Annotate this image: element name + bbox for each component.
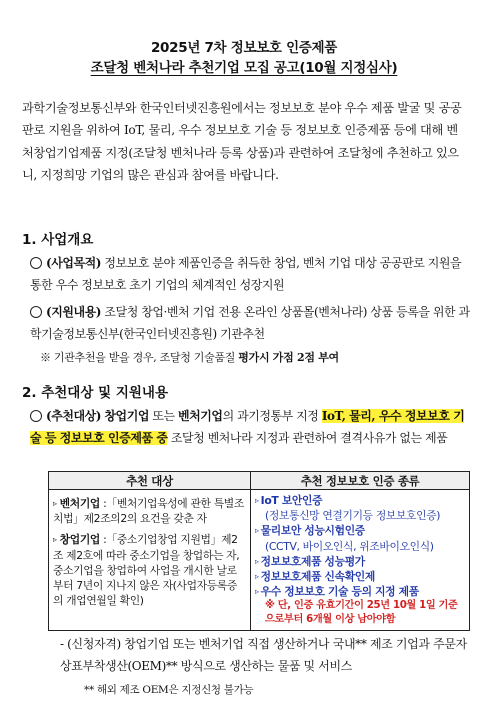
cert-excellent: ▹ 우수 정보보호 기술 등의 지정 제품 xyxy=(255,585,419,599)
title-line-2: 조달청 벤처나라 추천기업 모집 공고(10월 지정심사) xyxy=(90,60,398,76)
cert-physical-sub: (CCTV, 바이오인식, 위조바이오인식) xyxy=(265,539,434,553)
intro-paragraph: 과학기술정보통신부와 한국인터넷진흥원에서는 정보보호 분야 우수 제품 발굴 및 공공판로 지원을 위하여 IoT, 물리, 우수 정보보호 기술 등 정보보호 인증제품 등에 대해 벤처창업기업제품 지정(조달청 벤처나라 등록 상품)과 관련하여 조달청에 추천하고 있으니, 지정희망 기업의 많은 관심과 참여를 바랍니다. xyxy=(22,101,462,182)
qualification-item: - (신청자격) 창업기업 또는 벤처기업 직접 생산하거나 국내** 제조 기업과 주문자상표부착생산(OEM)** 방식으로 생산하는 물품 및 서비스 xyxy=(60,637,467,673)
note-bonus: ※ 기관추천을 받을 경우, 조달청 기술품질 평가시 가점 2점 부여 xyxy=(40,351,339,364)
table-cell-target xyxy=(49,490,251,631)
target-item: (추천대상) 창업기업 또는 벤처기업의 과기정통부 지정 IoT, 물리, 우수 정보보호 기술 등 정보보호 인증제품 중 조달청 벤처나라 지정과 관련하여 결격사유가 없는 제품 xyxy=(30,409,465,445)
footnote: ** 해외 제조 OEM은 지정신청 불가능 xyxy=(84,684,254,696)
startup-definition: ▹ 창업기업 :「중소기업창업 지원법」제2조 제2호에 따라 중소기업을 창업하는 자, 중소기업을 창업하여 사업을 개시한 날로부터 7년이 지나지 않은 자(사업자등록증의 개업연월일 확인) xyxy=(53,533,240,608)
circle-bullet-icon xyxy=(30,257,42,269)
table-cell-cert xyxy=(251,490,470,631)
title-line-1: 2025년 7차 정보보호 인증제품 xyxy=(150,40,338,56)
cert-validity-note: ※ 단, 인증 유효기간이 25년 10월 1일 기준으로부터 6개월 이상 남아야함 xyxy=(265,600,458,626)
cert-iot-sub: (정보통신망 연결기기등 정보보호인증) xyxy=(265,509,441,523)
circle-bullet-icon xyxy=(30,306,42,318)
circle-bullet-icon xyxy=(30,410,42,422)
highlighted-text: IoT, 물리, 우수 정보보호 기술 등 정보보호 인증제품 중 xyxy=(30,409,465,445)
cert-iot: ▹ IoT 보안인증 xyxy=(255,494,323,507)
recommendation-table xyxy=(48,471,470,631)
section-2-heading: 2. 추천대상 및 지원내용 xyxy=(22,385,168,401)
table-header-target: 추천 대상 xyxy=(49,472,251,490)
section-1-heading: 1. 사업개요 xyxy=(22,232,94,248)
cert-physical: ▹ 물리보안 성능시험인증 xyxy=(255,524,365,538)
table-header-cert: 추천 정보보호 인증 종류 xyxy=(251,472,470,490)
support-item: (지원내용) 조달청 창업·벤처 기업 전용 온라인 상품몰(벤처나라) 상품 등록을 위한 과학기술정보통신부(한국인터넷진흥원) 기관추천 xyxy=(30,305,470,341)
cert-perf: ▹ 정보보호제품 성능평가 xyxy=(255,554,365,568)
cert-fast: ▹ 정보보호제품 신속확인제 xyxy=(255,570,375,584)
venture-definition: ▹ 벤처기업 :「벤처기업육성에 관한 특별조치법」제2조의2의 요건을 갖춘 자 xyxy=(53,497,244,526)
purpose-item: (사업목적) 정보보호 분야 제품인증을 취득한 창업, 벤처 기업 대상 공공판로 지원을 통한 우수 정보보호 초기 기업의 체계적인 성장지원 xyxy=(30,256,462,292)
